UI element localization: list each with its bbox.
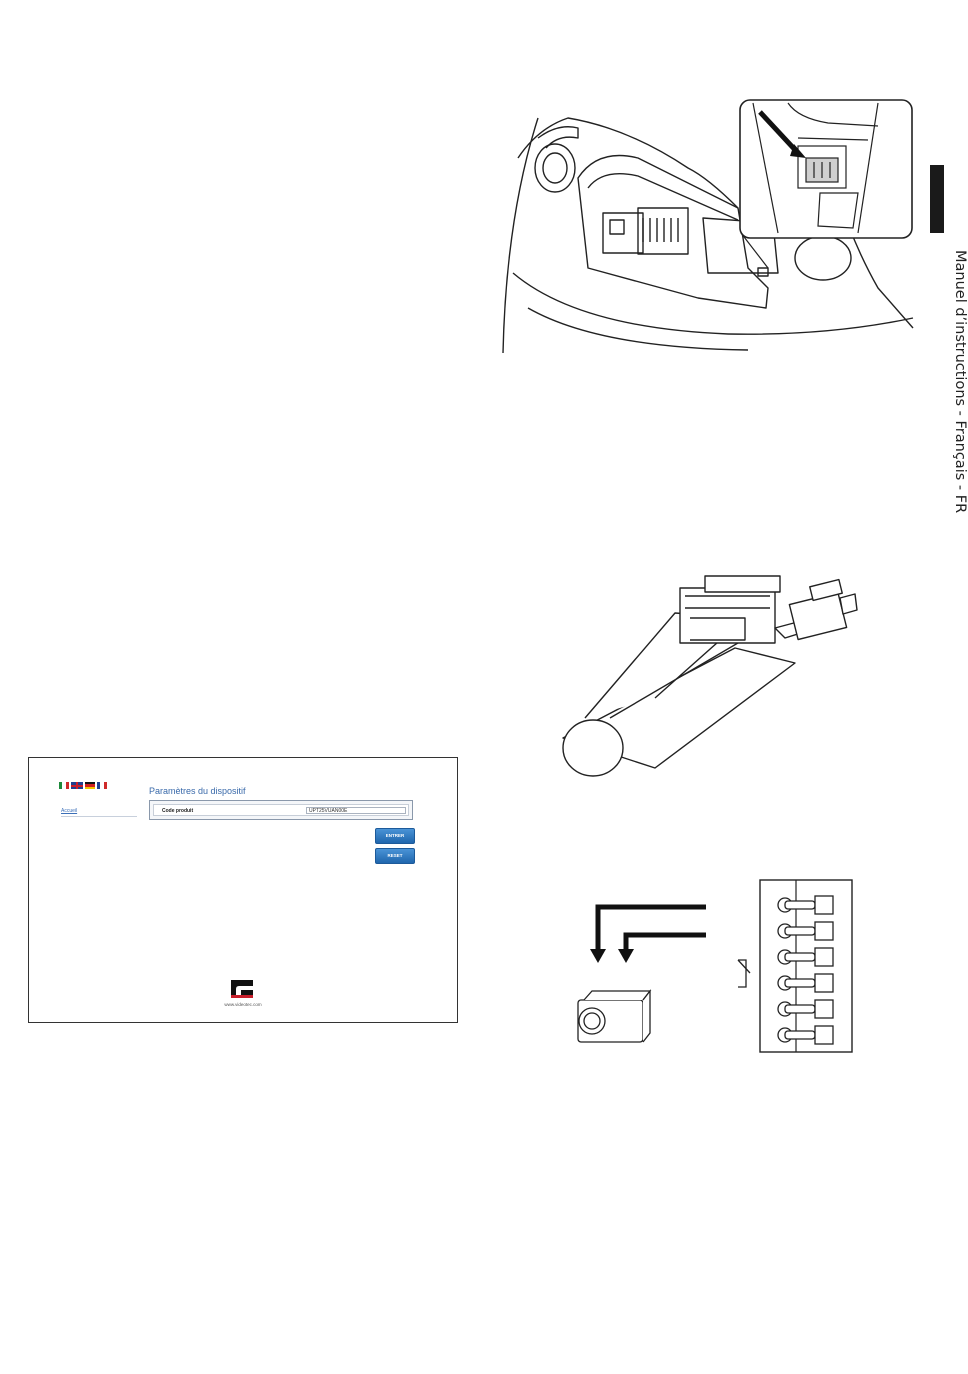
section-tab-marker bbox=[930, 165, 944, 233]
reset-button[interactable]: RESET bbox=[375, 848, 415, 864]
product-code-panel bbox=[149, 800, 413, 820]
website-link[interactable]: www.videotec.com bbox=[224, 1002, 262, 1007]
housing-connector-detail-figure bbox=[498, 98, 918, 358]
english-flag-icon[interactable] bbox=[71, 782, 83, 789]
enter-button[interactable]: ENTRER bbox=[375, 828, 415, 844]
french-flag-icon[interactable] bbox=[97, 782, 107, 789]
language-selector bbox=[59, 782, 107, 790]
nav-home-link[interactable]: Accueil bbox=[61, 808, 78, 814]
camera-terminal-wiring-figure bbox=[570, 875, 860, 1055]
videotec-logo-icon bbox=[229, 978, 255, 1000]
rj45-cable-adapter-figure bbox=[555, 568, 865, 783]
web-interface-screenshot bbox=[28, 757, 458, 1023]
device-parameters-title: Paramètres du dispositif bbox=[149, 786, 246, 796]
nav-divider bbox=[61, 816, 137, 817]
section-tab-label: Manuel d’instructions - Français - FR bbox=[952, 250, 968, 514]
german-flag-icon[interactable] bbox=[85, 782, 95, 789]
italian-flag-icon[interactable] bbox=[59, 782, 69, 789]
product-code-label: Code produit bbox=[162, 808, 194, 814]
product-code-input[interactable]: UPT25VUAN00E bbox=[306, 807, 406, 814]
